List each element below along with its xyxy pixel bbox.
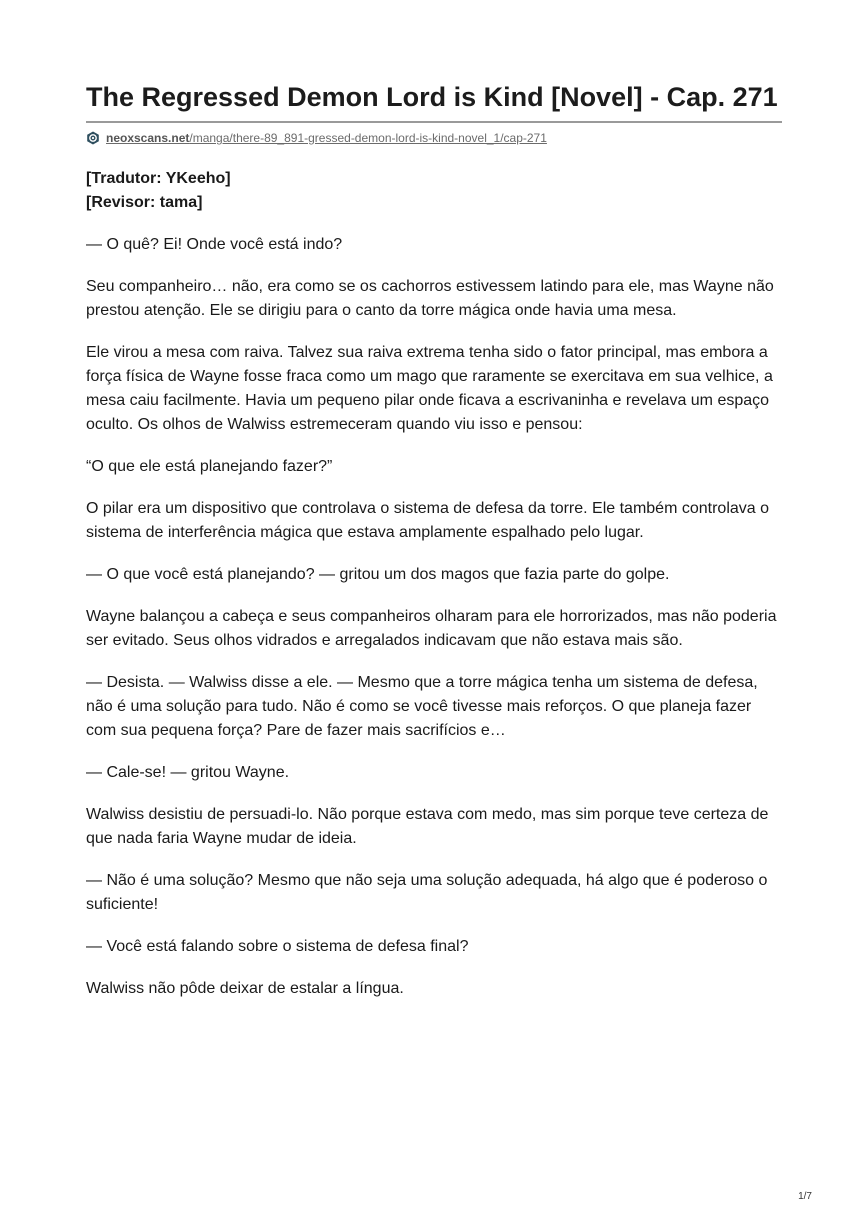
site-favicon-icon — [86, 131, 100, 145]
paragraph: — Não é uma solução? Mesmo que não seja uma solução adequada, há algo que é poderoso o suficiente! — [86, 872, 768, 913]
source-path: /manga/there-89_891-gressed-demon-lord-is-kind-novel_1/cap-271 — [189, 131, 547, 145]
paragraph: — O quê? Ei! Onde você está indo? — [86, 236, 343, 253]
paragraph: O pilar era um dispositivo que controlava o sistema de defesa da torre. Ele também controlava o sistema de interferência mágica que estava amplamente espalhado pelo lugar. — [86, 500, 770, 541]
reviewer-credit: [Revisor: tama] — [86, 194, 203, 211]
paragraph: — Desista. — Walwiss disse a ele. — Mesmo que a torre mágica tenha um sistema de defesa, não é uma solução para tudo. Não é como se você tivesse mais reforços. O que planeja fazer com sua pequena força? Pare de fazer mais sacrifícios e… — [86, 674, 758, 739]
title-divider — [86, 121, 782, 123]
source-domain: neoxscans.net — [106, 131, 190, 145]
translator-credit: [Tradutor: YKeeho] — [86, 170, 231, 187]
source-url-link[interactable] — [106, 130, 547, 146]
paragraph: Seu companheiro… não, era como se os cachorros estivessem latindo para ele, mas Wayne não prestou atenção. Ele se dirigiu para o canto da torre mágica onde havia uma mesa. — [86, 278, 774, 319]
document-page — [86, 80, 782, 1019]
paragraph: Walwiss não pôde deixar de estalar a língua. — [86, 980, 404, 997]
paragraph: Walwiss desistiu de persuadi-lo. Não porque estava com medo, mas sim porque teve certeza de que nada faria Wayne mudar de ideia. — [86, 806, 769, 847]
paragraph: “O que ele está planejando fazer?” — [86, 458, 333, 475]
paragraph: — Você está falando sobre o sistema de defesa final? — [86, 938, 469, 955]
paragraph: — O que você está planejando? — gritou um dos magos que fazia parte do golpe. — [86, 566, 670, 583]
source-line — [86, 129, 782, 147]
page-number: 1/7 — [798, 1191, 812, 1202]
credits-block — [86, 167, 782, 215]
paragraph: — Cale-se! — gritou Wayne. — [86, 764, 290, 781]
chapter-content — [86, 167, 782, 1001]
paragraph: Ele virou a mesa com raiva. Talvez sua raiva extrema tenha sido o fator principal, mas embora a força física de Wayne fosse fraca como um mago que raramente se exercitava em sua velhice, a mesa caiu facilmente. Havia um pequeno pilar onde ficava a escrivaninha e revelava um espaço oculto. Os olhos de Walwiss estremeceram quando viu isso e pensou: — [86, 344, 773, 433]
page-title: The Regressed Demon Lord is Kind [Novel] - Cap. 271 — [86, 82, 778, 112]
paragraph: Wayne balançou a cabeça e seus companheiros olharam para ele horrorizados, mas não poderia ser evitado. Seus olhos vidrados e arregalados indicavam que não estava mais são. — [86, 608, 777, 649]
